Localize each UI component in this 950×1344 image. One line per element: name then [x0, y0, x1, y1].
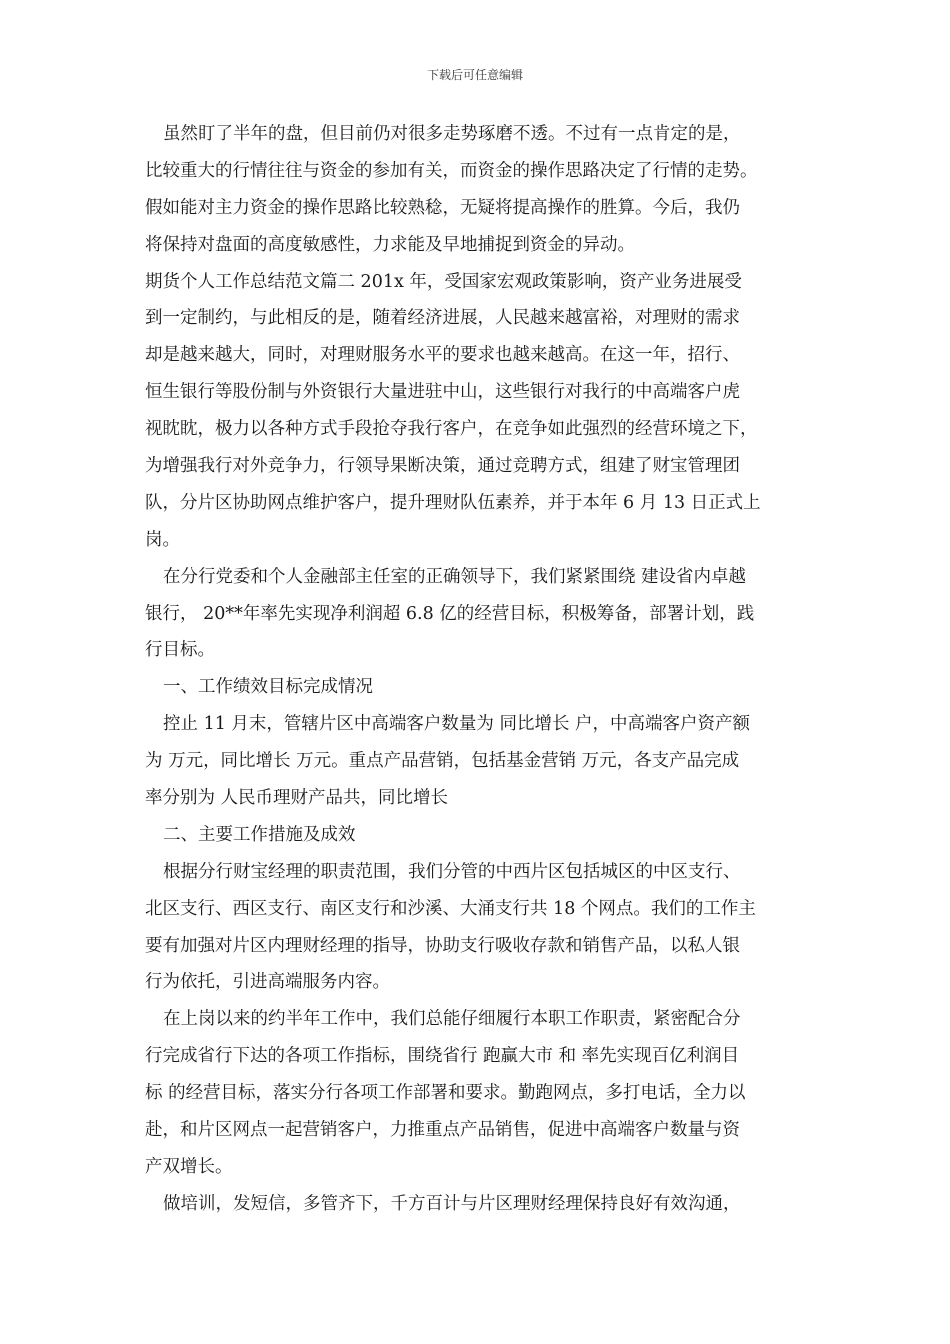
text-line: 赴，和片区网点一起营销客户，力推重点产品销售，促进中高端客户数量与资: [145, 1120, 740, 1141]
text-line: 为增强我行对外竞争力，行领导果断决策，通过竞聘方式，组建了财宝管理团: [145, 456, 740, 477]
text-line: 银行， 20**年率先实现净利润超 6.8 亿的经营目标，积极筹备，部署计划，践: [145, 603, 755, 624]
section-heading: 一、工作绩效目标完成情况: [163, 677, 373, 698]
text-line: 视眈眈，极力以各种方式手段抢夺我行客户，在竞争如此强烈的经营环境之下，: [145, 419, 758, 440]
text-line: 为 万元，同比增长 万元。重点产品营销，包括基金营销 万元，各支产品完成: [145, 751, 740, 772]
text-line: 在上岗以来的约半年工作中，我们总能仔细履行本职工作职责，紧密配合分: [163, 1009, 741, 1030]
page-header: 下载后可任意编辑: [426, 68, 523, 82]
text-line: 行完成省行下达的各项工作指标，围绕省行 跑赢大市 和 率先实现百亿利润目: [145, 1046, 740, 1067]
text-line: 控止 11 月末，管辖片区中高端客户数量为 同比增长 户，中高端客户资产额: [163, 714, 751, 735]
text-line: 比较重大的行情往往与资金的参加有关，而资金的操作思路决定了行情的走势。: [145, 160, 758, 181]
text-line: 恒生银行等股份制与外资银行大量进驻中山，这些银行对我行的中高端客户虎: [145, 382, 740, 403]
text-line: 在分行党委和个人金融部主任室的正确领导下，我们紧紧围绕 建设省内卓越: [163, 566, 747, 587]
text-line: 队，分片区协助网点维护客户，提升理财队伍素养，并于本年 6 月 13 日正式上: [145, 492, 761, 513]
text-line: 虽然盯了半年的盘，但目前仍对很多走势琢磨不透。不过有一点肯定的是，: [163, 124, 741, 144]
text-line: 将保持对盘面的高度敏感性，力求能及早地捕捉到资金的异动。: [145, 234, 635, 255]
section-title-line: 期货个人工作总结范文篇二 201x 年，受国家宏观政策影响，资产业务进展受: [145, 271, 742, 292]
text-line: 要有加强对片区内理财经理的指导，协助支行吸收存款和销售产品，以私人银: [145, 935, 740, 956]
text-line: 标 的经营目标，落实分行各项工作部署和要求。勤跑网点，多打电话，全力以: [145, 1083, 746, 1104]
text-line: 率分别为 人民币理财产品共，同比增长: [145, 788, 449, 809]
text-line: 行目标。: [145, 640, 215, 661]
text-line: 岗。: [145, 529, 180, 550]
text-line: 到一定制约，与此相反的是，随着经济进展，人民越来越富裕，对理财的需求: [145, 308, 740, 329]
text-line: 行为依托，引进高端服务内容。: [145, 972, 390, 993]
section-heading: 二、主要工作措施及成效: [163, 824, 356, 845]
text-line: 根据分行财宝经理的职责范围，我们分管的中西片区包括城区的中区支行、: [163, 861, 741, 882]
text-line: 做培训，发短信，多管齐下，千方百计与片区理财经理保持良好有效沟通，: [163, 1193, 741, 1214]
text-line: 却是越来越大，同时，对理财服务水平的要求也越来越高。在这一年，招行、: [145, 345, 740, 366]
text-line: 北区支行、西区支行、南区支行和沙溪、大涌支行共 18 个网点。我们的工作主: [145, 898, 756, 919]
document-body: [145, 116, 813, 1223]
text-line: 假如能对主力资金的操作思路比较熟稔，无疑将提高操作的胜算。今后，我仍: [145, 197, 740, 218]
text-line: 产双增长。: [145, 1156, 233, 1177]
